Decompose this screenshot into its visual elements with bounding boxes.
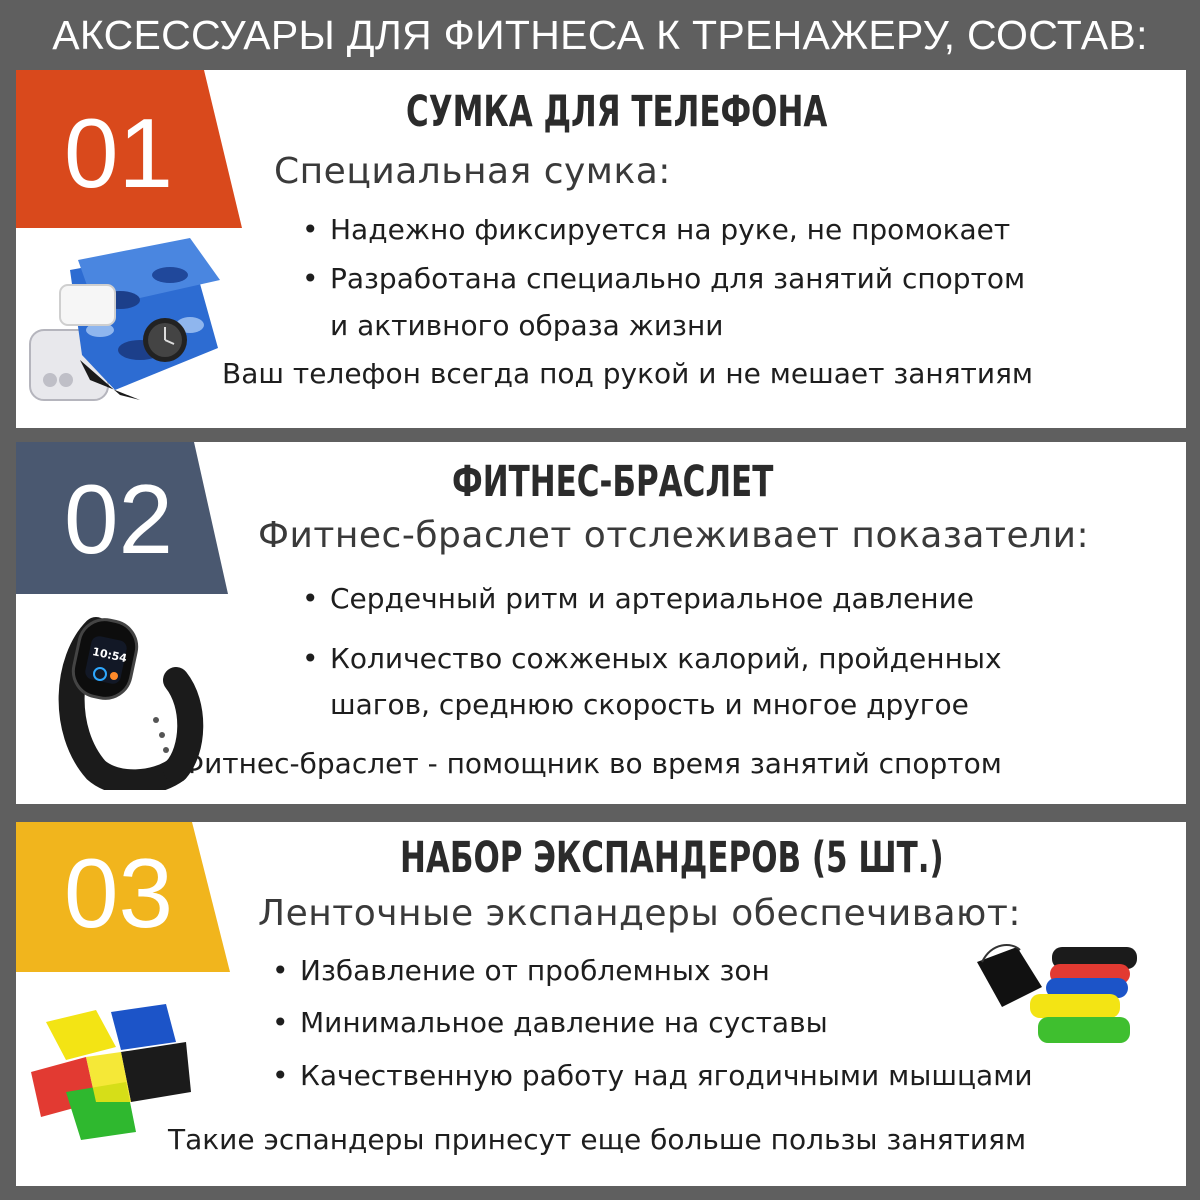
section-number: 03: [64, 838, 174, 948]
section-title: НАБОР ЭКСПАНДЕРОВ (5 ШТ.): [400, 833, 944, 883]
section-number: 01: [64, 98, 174, 208]
section-title: ФИТНЕС-БРАСЛЕТ: [452, 457, 774, 507]
bands-set-with-pouch-image: [972, 942, 1152, 1056]
bullet-item: • Сердечный ритм и артериальное давление: [302, 582, 975, 615]
section-resistance-bands: [16, 822, 1186, 1186]
fitness-band-image: [56, 610, 216, 794]
section-subtitle: Фитнес-браслет отслеживает показатели:: [258, 515, 1090, 556]
bullet-item: • Количество сожженых калорий, пройденных: [302, 642, 1002, 675]
section-phone-bag: [16, 70, 1186, 428]
bullet-item: • Разработана специально для занятий спортом: [302, 262, 1026, 295]
section-footer: Ваш телефон всегда под рукой и не мешает занятиям: [222, 357, 1034, 390]
bullet-continuation: и активного образа жизни: [330, 309, 724, 342]
section-subtitle: Ленточные экспандеры обеспечивают:: [258, 893, 1021, 934]
bullet-item: • Качественную работу над ягодичными мышцами: [272, 1059, 1033, 1092]
bullet-continuation: шагов, среднюю скорость и многое другое: [330, 688, 969, 721]
bullet-item: • Минимальное давление на суставы: [272, 1006, 828, 1039]
section-fitness-band: [16, 442, 1186, 804]
bullet-item: • Надежно фиксируется на руке, не промокает: [302, 213, 1011, 246]
section-footer: Такие эспандеры принесут еще больше пользы занятиям: [168, 1123, 1027, 1156]
section-footer: Фитнес-браслет - помощник во время занятий спортом: [180, 747, 1002, 780]
section-subtitle: Специальная сумка:: [274, 151, 671, 192]
section-number: 02: [64, 464, 174, 574]
section-title: СУМКА ДЛЯ ТЕЛЕФОНА: [406, 87, 828, 137]
page-header: АКСЕССУАРЫ ДЛЯ ФИТНЕСА К ТРЕНАЖЕРУ, СОСТАВ:: [52, 12, 1148, 58]
phone-armband-bag-image: [20, 230, 230, 409]
bullet-item: • Избавление от проблемных зон: [272, 954, 770, 987]
watch-time: 10:54: [91, 645, 129, 666]
resistance-bands-image: [26, 1002, 196, 1146]
